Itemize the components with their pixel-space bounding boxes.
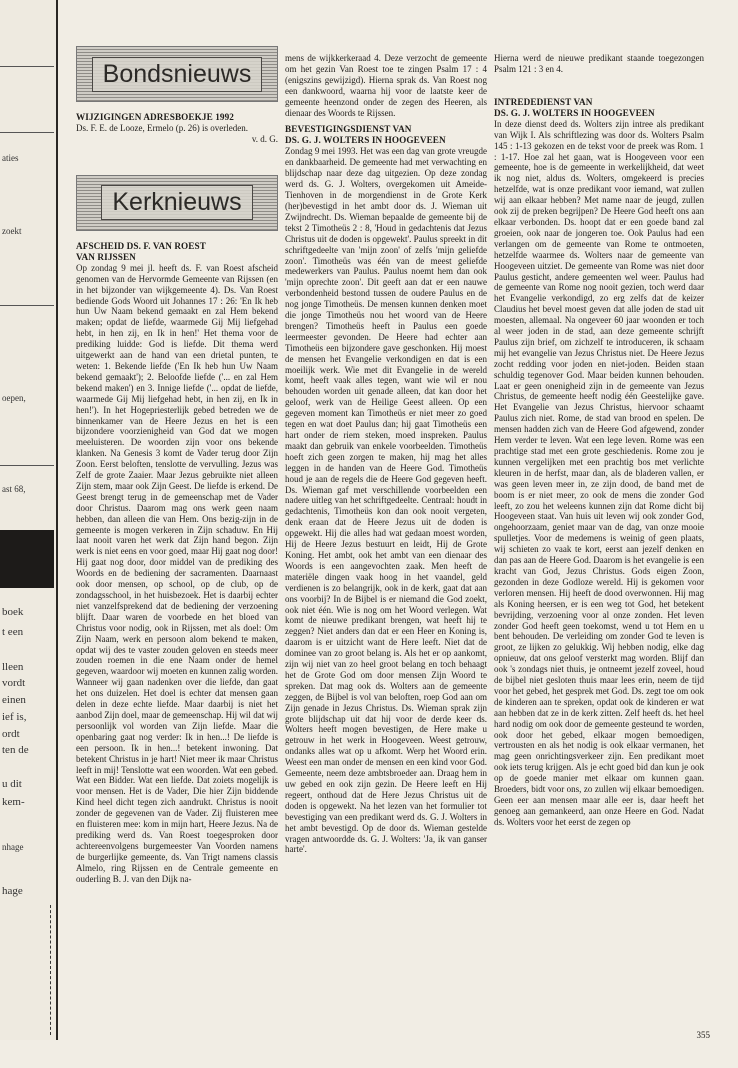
- section-heading: DS. G. J. WOLTERS IN HOOGEVEEN: [494, 107, 655, 118]
- column-1: [76, 46, 278, 884]
- fragment-text: t een: [2, 626, 24, 638]
- section-heading: INTREDEDIENST VAN: [494, 96, 593, 107]
- fragment-text: einen: [2, 694, 26, 706]
- section-heading: DS. G. J. WOLTERS IN HOOGEVEEN: [285, 135, 446, 146]
- article-body: In deze dienst deed ds. Wolters zijn intree als predikant van Wijk I. Als schriftlezing was door ds. Wolters Psalm 145 : 1-13 gekozen en de tekst voor de preek was Rom. 1 : 1-17. Hoe zal het gaan, wat is Hoogeveen voor een gemeente, hoe is de gemeente in werkelijkheid, dat weet ik nog niet, aldus ds. Wolters, omgekeerd is precies hetzelfde, wat is onze predikant voor iemand, wat zullen wij aan elkaar hebben? Met name naar de jeugd, zullen ook zij de preken begrijpen? De Heere God heeft ons aan elkaar verbonden. Ds. hoopt dat er een goede band zal groeien, ook naar de jongeren toe. Ook Paulus had een verlangen om de gemeente van Rome te ontmoeten, hetzelfde waarmee ds. Wolters naar de gemeente van Hoogeveen uitziet. De gemeente van Rome was niet door Paulus gesticht, andere gemeenten wel weer. Paulus had de gemeente van Rome nog nooit gezien, toch werd daar het Evangelie verkondigd, zo erg zelfs dat de keizer Claudius het bevel moest geven dat alle joden de stad uit moesten, allemaal. Na ongeveer 60 jaar woonden er toch al weer joden in de stad, aan deze gemeente schrijft Paulus zijn brief, om zichzelf te introduceren, ik schaam mij het evangelie van Jezus Christus niet. De Heere Jezus zocht redding voor joden en niet-joden. Beiden staan schuldig tegenover God. Maar beiden kunnen behouden. Laat er geen onenigheid zijn in de gemeente van Jezus Christus, de gemeente heeft nodig één Geestelijke gave. Het Evangelie van Jezus Christus, hiervoor schaamt Paulus zich niet. Rome, de stad van brood en spelen. De mensen hadden zich van de Heere God afgewend, zonder Hem verder te leven. Wat een lege leven. Rome was een prachtige stad met een grote geschiedenis. Rome zou je kunnen vergelijken met een prachtig bos met verlichte kleuren in de herfst, maar dan, als de bladeren vallen, er was geen leven meer in, ze zijn dood, de band met de boom is er niet meer, zo ook de mens die zonder God leeft, zo zou het weleens kunnen zijn dat Rome dicht bij Hoogeveen staat. Van huis uit leven wij ook zonder God, ongehoorzaam, geniet maar van de dag, van onze mooie spulletjes. Voor de medemens is weinig of geen plaats, wij schieten zo vaak te kort, eerst aan jezelf denken en dan pas aan de Heere God. Daarom is het evangelie is een kracht van God, Jezus Christus. Gods eigen Zoon, gezonden in deze Godloze wereld. Hij is gekomen voor verloren mensen. Hij heeft de dood overwonnen. Hij mag als Koning heersen, er is een weg tot God, het betekent bevrijding, verzoening voor al onze zonden. Het leven zonder God heeft geen toekomst, wend u tot Hem en u bent behouden. De verleiding om zonder God te leven is groot, ze lijken zo gelukkig. Wij hebben nodig, elke dag opnieuw, dat ons geloof versterkt mag worden. Blijf dan ook 's zondags niet thuis, je ontneemt jezelf zoveel, houd de bijbel niet gesloten thuis maar lees erin, neem de tijd voor het gebed, het gesprek met God. Ds. zegt toe om ook de kinderen aan te spreken, opdat ook de kinderen er wat aan hebben dat ze in de kerk zitten. Zelf heeft ds. het heel hard nodig om ook door de gemeente gesteund te worden, ook door het gebed, elkaar mogen bemoedigen, vertrousten en als het nodig is ook elkaar vermanen, het mag geen onrichtingsverkeer zijn. Een predikant moet ook iets terug krijgen. Als je echt goed bid dan kun je ook op de goede manier met elkaar om kunnen gaan. Broeders, bidt voor ons, zo zullen wij elkaar bemoedigen. Geen eer aan mensen maar alle eer is, daar heeft het genoeg aan gemankeerd, aan onze Heere en God. Nadat ds. Wolters voor het eerst de zegen op: [494, 118, 704, 827]
- paragraph: mens de wijkkerkeraad 4. Deze verzocht de gemeente om het gezin Van Roest toe te zingen Psalm 17 : 4 (enigszins gewijzigd). Hierna sprak ds. Van Roest nog een dankwoord, waarna hij voor de laatste keer de gemeente heenzond onder de zegen des Heeren, als dienaar des Woords te Rijssen.: [285, 53, 487, 118]
- article-body: Op zondag 9 mei jl. heeft ds. F. van Roest afscheid genomen van de Hervormde Gemeente van Rijssen (en in het bijzonder van wijkgemeente 4). Ds. Van Roest bediende Gods Woord uit Johannes 17 : 26: 'En Ik heb hun Uw Naam bekend gemaakt en zal Hem bekend maken; opdat de liefde, waarmede Gij Mij liefgehad hebt, in hen zij, en Ik in hen!' Het thema voor de prediking luidde: God is liefde. Dit thema werd uitgewerkt aan de hand van een drietal punten, te weten: 1. Bekende liefde ('En Ik heb hun Uw Naam bekend gemaakt'); 2. Beloofde liefde ('... en zal Hem bekend maken') en 3. Innige liefde ('... opdat de liefde, waarmede Gij Mij liefgehad hebt, in hen zij, en Ik in hen!'). In het Hogepriesterlijk gebed betreden we de binnenkamer van de Heere Jezus en het is een bijzondere voorzienigheid van God dat we mogen meeluisteren. De woorden zijn voor ons bekende klanken. Na Genesis 3 komt de Vader terug door Zijn Zoon. Eerst beloften, tenslotte de vervulling. Jezus was Zelf de grote Zaaier. Maar Jezus gebruikte niet alleen Zijn stem, maar ook Zijn Geest. De liefde is erkend. De Geest brengt terug in de gemeenschap met de Vader door Christus. Daarom mag ons werk geen naam hebben, dan alleen die van Hem. Ons bezig-zijn in de gemeente is mogen verkeren in Zijn schaduw. En Hij laat nooit varen het werk dat Zijn hand begon. Zijn werk is niet eens en voor goed, maar Hij gaat nog door! Hij gaat nog door, door middel van de prediking des Woords en de bediening der sacramenten. Daarnaast ook door mensen, op school, op de club, op de zondagsschool, in het huisbezoek. Het is daarbij echter niet vanzelfsprekend dat de bediening der verzoening blijft. Daar waren de voorbede en het bloed van Christus voor nodig, ook in Rijssen, met als doel: Om Zijn Naam, werk en persoon alom bekend te maken, opdat wij des te vaster zouden geloven en steeds meer zouden roemen in die ene Naam onder de hemel gegeven, waardoor wij moeten en kunnen zalig worden. Wanneer wij gaan nadenken over die liefde, dan gaat het ons duizelen. Het doel is echter dat mensen gaan delen in deze echte liefde. Maar daarbij is niet het aanbod Zijn doel, maar de gemeenschap. Hij wil dat wij persoonlijk vol worden van Zijn liefde. Maar die openbaring gaat nog verder: Ik in hen...! De liefde is een persoon. Ik in hen...! betekent inwoning. Dat betekent Christus in je hart! Niet meer ik maar Christus leeft in mij! Tenslotte wat een woorden. Wat een gebed. Wat een Bidder. Wat een liefde. Dat zoiets mogelijk is voor mensen. Het is de Vader, Die hier Zijn biddende Kind heel dicht tegen zich aandrukt. Christus is nooit zonder de gegevenen van de Vader. Zij fluisteren mee en fluisteren mee: kom in mijn hart, Heere Jezus. Na de prediking werd ds. Van Roest toegesproken door achtereenvolgens burgemeester Van Voorden namens de burgerlijke gemeente, ds. Van Trigt namens classis Almelo, ring Rijssen en de Centrale gemeente en ouderling B. J. van den Dijk na-: [76, 262, 278, 884]
- bondsnieuws-title: Bondsnieuws: [92, 57, 263, 92]
- fragment-text: aties: [2, 153, 19, 163]
- section-heading: WIJZIGINGEN ADRESBOEKJE 1992: [76, 112, 234, 122]
- fragment-text: vordt: [2, 677, 26, 689]
- fragment-text: kem-: [2, 796, 25, 808]
- signature: v. d. G.: [251, 133, 278, 144]
- section-heading: BEVESTIGINGSDIENST VAN: [285, 124, 412, 135]
- section-heading: VAN RIJSSEN: [76, 251, 136, 262]
- fragment-text: nhage: [2, 842, 24, 852]
- fragment-text: oepen,: [2, 393, 26, 403]
- fragment-text: u dit: [2, 778, 22, 790]
- column-2: [285, 53, 487, 855]
- fragment-text: ordt: [2, 728, 20, 740]
- fragment-text: ten de: [2, 744, 29, 756]
- article-body: Zondag 9 mei 1993. Het was een dag van grote vreugde en dankbaarheid. De gemeente had met verwachting en blijdschap naar deze dag uitgezien. Op deze zondag werd ds. G. J. Wolters, overgekomen uit Ameide-Tienhoven in de morgendienst in de Grote Kerk (her)bevestigd in het ambt door ds. J. Wieman uit Zwijndrecht. Ds. Wieman bepaalde de gemeente bij de tekst 2 Timotheüs 2 : 8, 'Houd in gedachtenis dat Jezus Christus uit de doden is opgewekt'. Paulus spreekt in dit schriftgedeelte van 'mijn zoon' of zelfs 'mijn geliefde zoon'. Timotheüs was één van de meest geliefde medewerkers van Paulus. Paulus noemt hem dan ook 'mijn oprechte zoon'. Dit geeft aan dat er een nauwe verbondenheid bestond tussen de oudere Paulus en de nog jonge Timotheüs. De mensen kunnen denken moet die jonge Timotheüs nou het woord van de Heere brengen? Timotheüs heeft in Paulus een goede leermeester gevonden. De Heere had echter aan Timotheüs een bijzondere gave geschonken. Hij moest de mensen het Evangelie verkondigen en dat is een moeilijk werk. Wie met dit Evangelie in de wereld komt, heeft vaak alles tegen, want wie wil er nou behouden worden uit genade alleen, dat kan door het geloof, werk van de Heilige Geest alleen. Op een gegeven moment kan Timotheüs er niet meer zo goed tegen en wat doet Paulus dan; hij gaat Timotheüs een hart onder de riem steken, moed inspreken. Paulus maakt dan gebruik van enkele voorbeelden. Timotheüs hoeft zich geen zorgen te maken, hij mag het alles leggen in de handen van de Heere God. Timotheüs houd je aan de regels die de Heere God gegeven heeft. Ds. Wieman gaf met verschillende voorbeelden een nadere uitleg van het schriftgedeelte. Centraal: houdt in gedachtenis, Timotheüs kon dan ook nooit vergeten, denk eraan dat de Heere Jezus uit de doden is opgewekt. Hij die alles had wat gedaan moest worden, Hij de Heere Jezus bestuurt en leidt, Hij de Grote Koning. Het ambt, ook het ambt van een dienaar des Woords is een aangevochten zaak. Men heeft de materiële dingen vaak hoog in het vaandel, geld verdienen is zo belangrijk, ook in de kerk, gaat dat aan ons voorbij? In de Bijbel is er niemand die God zoekt, ook niet één. Wie is nog om het Woord verlegen. Wat komt de nieuwe predikant brengen, wat heeft hij te zeggen? Niet anders dan dat er een Heer en Koning is, daarom is er uitzicht want de Here leeft. Niet dat de dominee van zo groot belang is. Als het er op aankomt, zijn wij niet van zo heel groot belang en toch behaagt het de Grote God om door mensen Zijn Woord te spreken. Dat mag ook ds. Wolters aan de gemeente zeggen, de Bijbel is vol van beloften, roep God aan om Zijn genade in Jezus Christus. Ds. Wieman sprak zijn grote blijdschap uit dat hij voor de derde keer ds. Wolters heeft mogen bevestigen, de Here make u getrouw in het werk in Hoogeveen. Weest getrouw, ondanks alles wat op u afkomt. Werp het Woord erin. Weest een man onder de mensen en een kind voor God. Gemeente, neem deze ambtsbroeder aan. Draag hem in uw gebed en ook zijn gezin. De Heere leeft en Hij regeert, onthoud dat de Here Jezus Christus uit de doden is opgewekt. Na het lezen van het formulier tot bevestiging van een predikant werd ds. G. J. Wolters in het ambt bevestigd. Op de door ds. Wieman gestelde vragen antwoordde ds. G. J. Wolters: 'Ja, ik van ganser harte'.: [285, 146, 487, 855]
- dark-block: [0, 530, 54, 588]
- page-number: 355: [696, 1030, 710, 1040]
- fragment-text: lleen: [2, 661, 24, 673]
- kerknieuws-title: Kerknieuws: [101, 185, 252, 220]
- fragment-text: hage: [2, 885, 23, 897]
- dashed-coupon-border: [2, 905, 51, 1035]
- fragment-text: zoekt: [2, 226, 22, 236]
- fragment-text: boek: [2, 606, 24, 618]
- bondsnieuws-banner: [76, 46, 278, 102]
- fragment-text: ief is,: [2, 711, 27, 723]
- paragraph: Hierna werd de nieuwe predikant staande toegezongen Psalm 121 : 3 en 4.: [494, 53, 704, 74]
- kerknieuws-banner: [76, 175, 278, 231]
- paragraph: Ds. F. E. de Looze, Ermelo (p. 26) is overleden.: [76, 123, 248, 133]
- fragment-text: ast 68,: [2, 484, 26, 494]
- adjacent-page-fragment: [0, 0, 58, 1040]
- column-3: [494, 53, 704, 828]
- section-heading: AFSCHEID DS. F. VAN ROEST: [76, 240, 206, 251]
